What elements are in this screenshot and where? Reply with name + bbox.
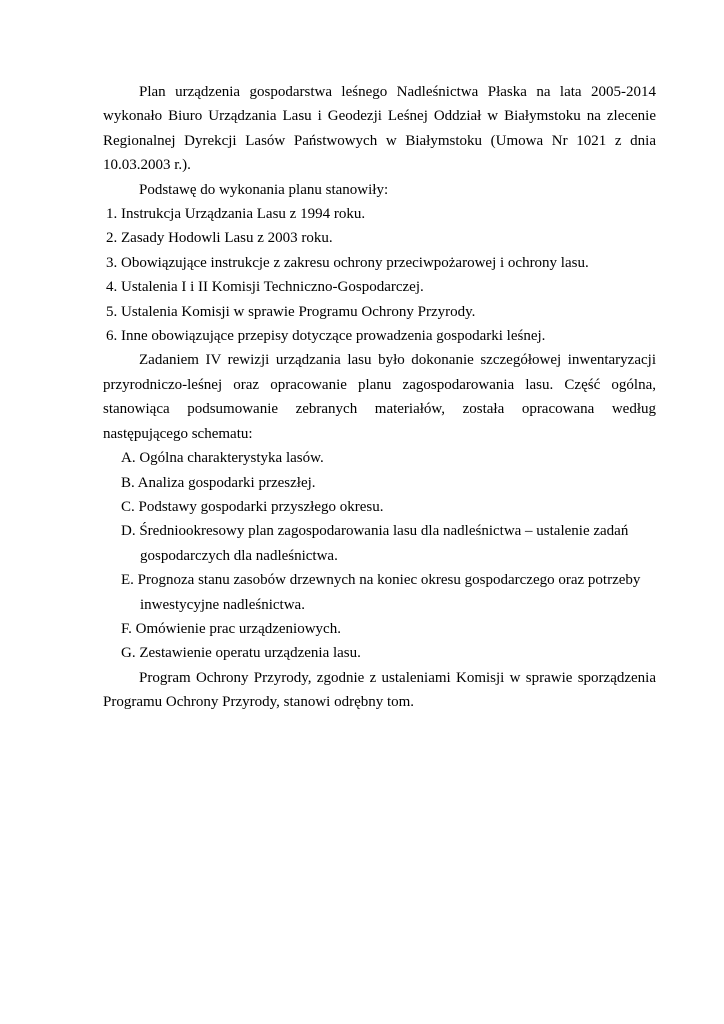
basis-list-item: 4. Ustalenia I i II Komisji Techniczno-Gospodarczej. [106, 279, 424, 296]
schema-list-item: G. Zestawienie operatu urządzenia lasu. [121, 645, 361, 662]
schema-list-item: A. Ogólna charakterystyka lasów. [121, 450, 324, 467]
schema-list-item: F. Omówienie prac urządzeniowych. [121, 620, 341, 637]
schema-list [103, 446, 656, 666]
basis-list-item: 1. Instrukcja Urządzania Lasu z 1994 roku. [106, 206, 366, 223]
basis-intro: Podstawę do wykonania planu stanowiły: [139, 181, 389, 198]
schema-list-item: D. Średniookresowy plan zagospodarowania lasu dla nadleśnictwa – ustalenie zadań gospodarczych dla nadleśnictwa. [121, 523, 629, 564]
basis-list-item: 2. Zasady Hodowli Lasu z 2003 roku. [106, 230, 333, 247]
basis-list-item: 6. Inne obowiązujące przepisy dotyczące prowadzenia gospodarki leśnej. [106, 328, 546, 345]
task-paragraph: Zadaniem IV rewizji urządzania lasu było dokonanie szczegółowej inwentaryzacji przyrodniczo-leśnej oraz opracowanie planu zagospodarowania lasu. Część ogólna, stanowiąca podsumowanie zebranych materiałów, została opracowana według następującego schematu: [103, 352, 656, 442]
schema-list-item: B. Analiza gospodarki przeszłej. [121, 474, 316, 491]
closing-paragraph: Program Ochrony Przyrody, zgodnie z ustaleniami Komisji w sprawie sporządzenia Programu Ochrony Przyrody, stanowi odrębny tom. [103, 669, 656, 711]
schema-list-item: C. Podstawy gospodarki przyszłego okresu. [121, 498, 384, 515]
intro-paragraph: Plan urządzenia gospodarstwa leśnego Nadleśnictwa Płaska na lata 2005-2014 wykonało Biuro Urządzania Lasu i Geodezji Leśnej Oddział w Białymstoku na zlecenie Regionalnej Dyrekcji Lasów Państwowych w Białymstoku (Umowa Nr 1021 z dnia 10.03.2003 r.). [103, 84, 656, 174]
document-page [103, 80, 656, 715]
basis-list-item: 5. Ustalenia Komisji w sprawie Programu Ochrony Przyrody. [106, 303, 476, 320]
schema-list-item: E. Prognoza stanu zasobów drzewnych na koniec okresu gospodarczego oraz potrzeby inwestycyjne nadleśnictwa. [121, 572, 641, 613]
basis-list-item: 3. Obowiązujące instrukcje z zakresu ochrony przeciwpożarowej i ochrony lasu. [106, 254, 589, 271]
basis-list [103, 202, 656, 348]
